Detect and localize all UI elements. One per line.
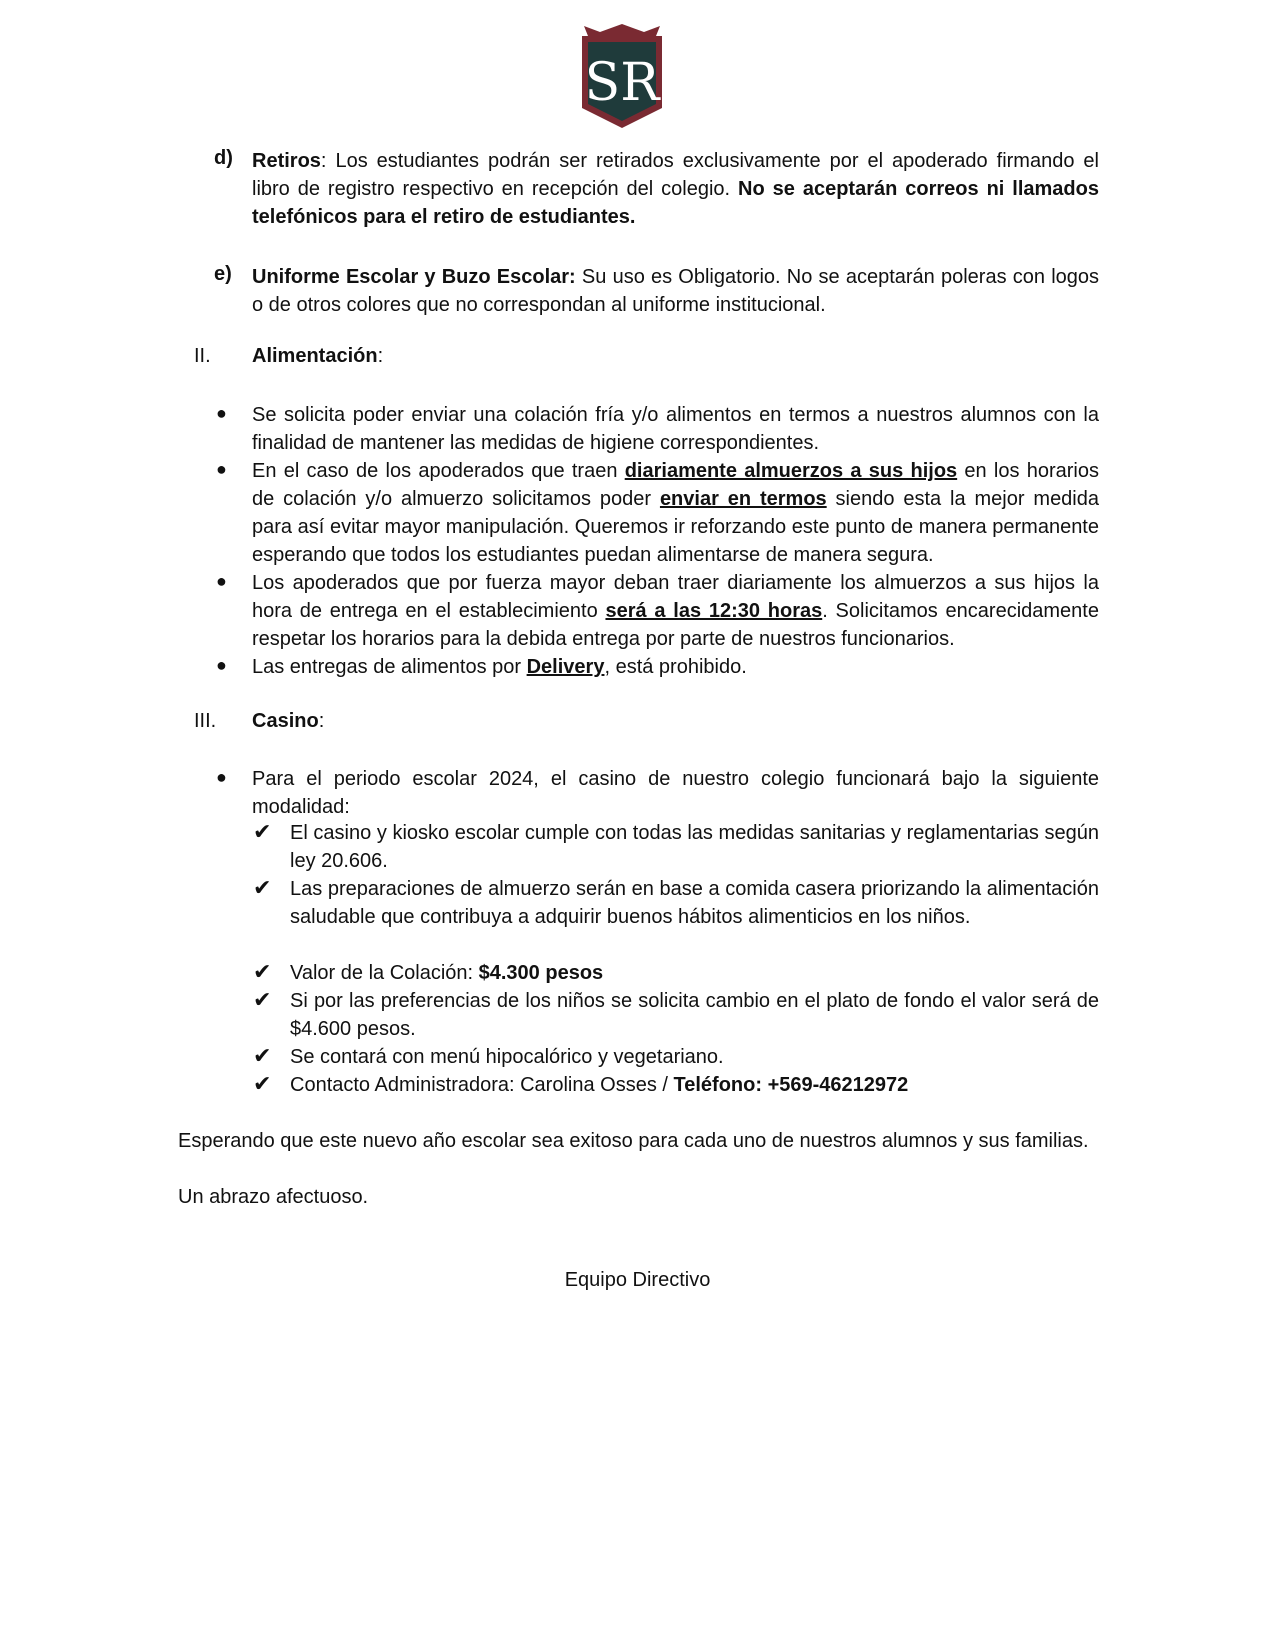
school-logo: [580, 22, 664, 130]
casino-intro: Para el periodo escolar 2024, el casino de nuestro colegio funcionará bajo la siguiente modalidad:: [252, 768, 1099, 818]
section-d-label: Retiros: [252, 150, 321, 172]
b2-underline-1: diariamente almuerzos a sus hijos: [624, 460, 958, 482]
casino-check-6: [290, 1071, 1099, 1099]
closing-paragraph: Esperando que este nuevo año escolar sea exitoso para cada uno de nuestros alumnos y sus familias.: [178, 1130, 1089, 1152]
b4-underline-1: Delivery: [526, 656, 605, 678]
bullet-icon: ●: [216, 767, 227, 787]
checkmark-icon: ✔: [253, 1043, 272, 1068]
section-d-bold: No se aceptarán correos ni llamados telefónicos para el retiro de estudiantes.: [252, 178, 1099, 228]
c3-price: $4.300 pesos: [478, 962, 604, 984]
alimentacion-bullet-1: Se solicita poder enviar una colación fría y/o alimentos en termos a nuestros alumnos con la finalidad de mantener las medidas de higiene correspondientes.: [252, 404, 1099, 454]
checkmark-icon: ✔: [253, 1071, 272, 1096]
section-d-marker: d): [214, 147, 233, 169]
bullet-icon: ●: [216, 403, 227, 423]
b2-part2: en los horarios de colación y/o almuerzo solicitamos poder: [252, 460, 1099, 510]
casino-check-2: Las preparaciones de almuerzo serán en base a comida casera priorizando la alimentación saludable que contribuya a adquirir buenos hábitos alimenticios en los niños.: [290, 878, 1099, 928]
section-iii-heading-text: Casino: [252, 710, 319, 732]
casino-check-4: Si por las preferencias de los niños se solicita cambio en el plato de fondo el valor será de $4.600 pesos.: [290, 990, 1099, 1040]
b3-part1: Los apoderados que por fuerza mayor deban traer diariamente los almuerzos a sus hijos la hora de entrega en el establecimiento: [252, 572, 1099, 622]
section-d-text: : Los estudiantes podrán ser retirados exclusivamente por el apoderado firmando el libro de registro respectivo en recepción del colegio.: [252, 150, 1099, 200]
section-ii-numeral: II.: [194, 345, 211, 367]
b2-underline-2: enviar en termos: [659, 488, 827, 510]
section-e-label: Uniforme Escolar y Buzo Escolar:: [252, 266, 576, 288]
b4-part2: , está prohibido.: [604, 656, 747, 678]
section-d-retiros: [252, 147, 1099, 231]
casino-check-1: El casino y kiosko escolar cumple con todas las medidas sanitarias y reglamentarias según ley 20.606.: [290, 822, 1099, 872]
b3-part2: . Solicitamos encarecidamente respetar los horarios para la debida entrega por parte de nuestros funcionarios.: [252, 600, 1099, 650]
alimentacion-bullet-4: [252, 653, 1099, 681]
b2-part3: siendo esta la mejor medida para así evitar mayor manipulación. Queremos ir reforzando este punto de manera permanente esperando que todos los estudiantes puedan alimentarse de manera segura.: [252, 488, 1099, 566]
closing-greeting: Un abrazo afectuoso.: [178, 1186, 369, 1208]
logo-letters: SR: [584, 53, 660, 113]
signature: Equipo Directivo: [564, 1269, 711, 1291]
section-e-marker: e): [214, 263, 232, 285]
bullet-icon: ●: [216, 655, 227, 675]
section-iii-colon: :: [318, 710, 325, 732]
c6-label: Contacto Administradora: Carolina Osses /: [290, 1074, 674, 1096]
section-ii-colon: :: [377, 345, 384, 367]
alimentacion-bullet-2: [252, 457, 1099, 569]
section-iii-numeral: III.: [194, 710, 217, 732]
bullet-icon: ●: [216, 459, 227, 479]
c6-phone: Teléfono: +569-46212972: [673, 1074, 909, 1096]
checkmark-icon: ✔: [253, 875, 272, 900]
b4-part1: Las entregas de alimentos por: [252, 656, 527, 678]
section-ii-heading: [252, 345, 383, 368]
bullet-icon: ●: [216, 571, 227, 591]
alimentacion-bullet-3: [252, 569, 1099, 653]
checkmark-icon: ✔: [253, 987, 272, 1012]
section-e-text: Su uso es Obligatorio. No se aceptarán poleras con logos o de otros colores que no correspondan al uniforme institucional.: [252, 266, 1100, 316]
section-ii-heading-text: Alimentación: [252, 345, 378, 367]
checkmark-icon: ✔: [253, 959, 272, 984]
c3-label: Valor de la Colación:: [290, 962, 479, 984]
casino-check-5: Se contará con menú hipocalórico y vegetariano.: [290, 1046, 724, 1068]
b2-part1: En el caso de los apoderados que traen: [252, 460, 625, 482]
checkmark-icon: ✔: [253, 819, 272, 844]
casino-check-3: [290, 959, 1099, 987]
b3-underline-1: será a las 12:30 horas: [605, 600, 823, 622]
section-iii-heading: [252, 710, 324, 733]
section-e-uniforme: [252, 263, 1099, 319]
